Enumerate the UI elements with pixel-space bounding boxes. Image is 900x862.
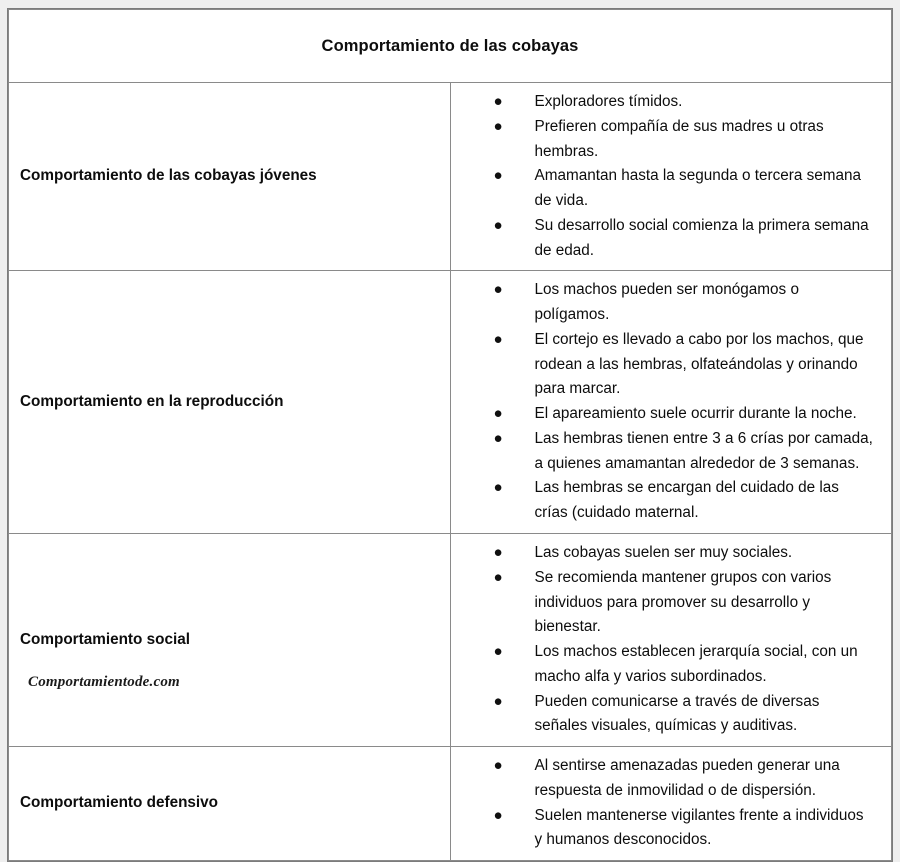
bullet-icon: ● xyxy=(493,167,503,185)
table-body xyxy=(9,10,892,861)
bullet-icon: ● xyxy=(493,216,503,234)
list-item-text: Las hembras tienen entre 3 a 6 crías por camada, a quienes amamantan alrededor de 3 semanas. xyxy=(534,429,873,472)
list-item-text: El apareamiento suele ocurrir durante la noche. xyxy=(534,405,857,423)
item-list-young xyxy=(451,90,874,263)
bullet-icon: ● xyxy=(493,806,503,824)
table-row xyxy=(9,534,892,747)
items-cell-young xyxy=(450,83,892,271)
bullet-icon: ● xyxy=(493,429,503,447)
page-title: Comportamiento de las cobayas xyxy=(9,10,892,83)
list-item-text: Exploradores tímidos. xyxy=(534,93,683,110)
list-item xyxy=(451,402,874,427)
list-item xyxy=(451,541,874,566)
bullet-icon: ● xyxy=(493,479,503,497)
bullet-icon: ● xyxy=(493,544,503,562)
list-item xyxy=(451,476,874,526)
category-label-social: Comportamiento social xyxy=(9,534,451,747)
list-item xyxy=(451,640,874,690)
category-label-defensive: Comportamiento defensivo xyxy=(9,747,451,861)
items-cell-reproduction xyxy=(450,271,892,534)
table-row xyxy=(9,747,892,861)
list-item xyxy=(451,90,874,115)
item-list-reproduction xyxy=(451,278,874,526)
list-item xyxy=(451,115,874,165)
bullet-icon: ● xyxy=(493,330,503,348)
bullet-icon: ● xyxy=(493,568,503,586)
list-item xyxy=(451,427,874,477)
list-item-text: Pueden comunicarse a través de diversas señales visuales, químicas y auditivas. xyxy=(534,692,820,735)
item-list-defensive xyxy=(451,754,874,853)
list-item-text: Suelen mantenerse vigilantes frente a individuos y humanos desconocidos. xyxy=(534,806,864,849)
site-attribution: Comportamientode.com xyxy=(28,674,180,690)
list-item xyxy=(451,278,874,328)
table-row xyxy=(9,83,892,271)
bullet-icon: ● xyxy=(493,281,503,299)
table-title-row xyxy=(9,10,892,83)
list-item-text: Los machos establecen jerarquía social, con un macho alfa y varios subordinados. xyxy=(534,643,858,685)
list-item xyxy=(451,754,874,804)
category-label-young: Comportamiento de las cobayas jóvenes xyxy=(9,83,451,271)
list-item-text: Su desarrollo social comienza la primera semana de edad. xyxy=(534,216,869,259)
list-item-text: Prefieren compañía de sus madres u otras hembras. xyxy=(534,117,824,160)
behavior-table xyxy=(8,9,892,861)
list-item-text: Al sentirse amenazadas pueden generar una respuesta de inmovilidad o de dispersión. xyxy=(534,757,840,799)
bullet-icon: ● xyxy=(493,643,503,661)
list-item-text: Las cobayas suelen ser muy sociales. xyxy=(534,544,793,562)
bullet-icon: ● xyxy=(493,692,503,710)
list-item xyxy=(451,566,874,640)
bullet-icon: ● xyxy=(493,117,503,135)
list-item-text: Las hembras se encargan del cuidado de las crías (cuidado maternal. xyxy=(534,479,839,522)
bullet-icon: ● xyxy=(493,757,503,775)
items-cell-defensive xyxy=(450,747,892,861)
list-item xyxy=(451,164,874,214)
list-item-text: Se recomienda mantener grupos con varios individuos para promover su desarrollo y bienestar. xyxy=(534,568,832,636)
list-item xyxy=(451,690,874,740)
bullet-icon: ● xyxy=(493,93,503,110)
list-item xyxy=(451,214,874,264)
list-item xyxy=(451,328,874,402)
behavior-table-container xyxy=(7,8,893,862)
items-cell-social xyxy=(450,534,892,747)
item-list-social xyxy=(451,541,874,739)
list-item-text: Amamantan hasta la segunda o tercera semana de vida. xyxy=(534,167,862,210)
bullet-icon: ● xyxy=(493,405,503,423)
list-item xyxy=(451,804,874,854)
category-label-reproduction: Comportamiento en la reproducción xyxy=(9,271,451,534)
list-item-text: Los machos pueden ser monógamos o polígamos. xyxy=(534,281,799,324)
table-row xyxy=(9,271,892,534)
list-item-text: El cortejo es llevado a cabo por los machos, que rodean a las hembras, olfateándolas y orinando para marcar. xyxy=(534,330,864,398)
